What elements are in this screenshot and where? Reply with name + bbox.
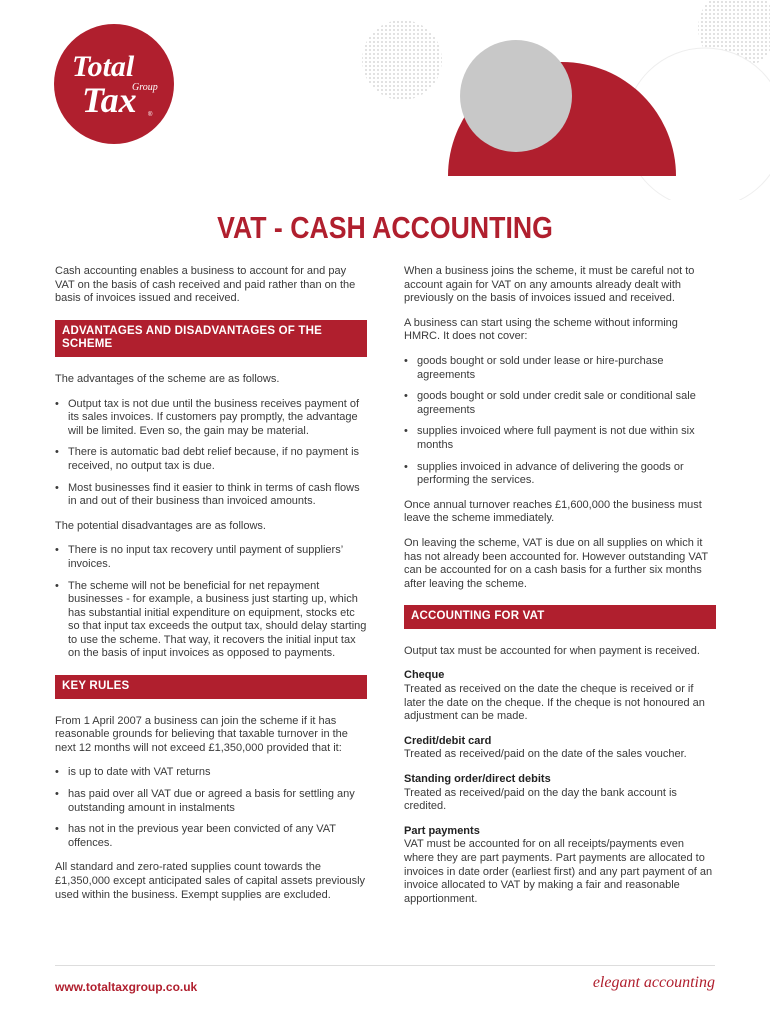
joining-paragraph: When a business joins the scheme, it must be careful not to account again for VAT on any amounts already dealt with previously on the basis of invoices issued and received. xyxy=(404,265,695,305)
list-item: • There is no input tax recovery until payment of suppliers’ invoices. xyxy=(55,544,367,571)
footer-divider xyxy=(55,965,715,966)
section-heading-accounting: ACCOUNTING FOR VAT xyxy=(404,605,716,629)
list-item: • The scheme will not be beneficial for net repayment businesses - for example, a business just starting up, which has substantial initial expenditure on equipment, stocks etc so that input tax exceeds the output tax, should delay starting to use the scheme. That way, it recovers the initial input tax on the basis of input invoices as opposed to payments. xyxy=(55,580,367,662)
logo-word-total: Total xyxy=(72,50,135,83)
card-heading: Credit/debit card xyxy=(404,734,492,747)
website-link[interactable]: www.totaltaxgroup.co.uk xyxy=(55,980,198,994)
list-item: • Most businesses find it easier to think in terms of cash flows in and out of their business than invoiced amounts. xyxy=(55,482,367,509)
intro-paragraph: Cash accounting enables a business to account for and pay VAT on the basis of cash received and paid rather than on the basis of invoices issued and received. xyxy=(55,265,356,305)
disadvantages-intro: The potential disadvantages are as follows. xyxy=(55,519,266,532)
left-column xyxy=(55,265,367,913)
list-item: • has paid over all VAT due or agreed a basis for settling any outstanding amount in instalments xyxy=(55,788,367,815)
tagline: elegant accounting xyxy=(592,974,715,991)
section-heading-key-rules: KEY RULES xyxy=(55,675,367,699)
rules-intro: From 1 April 2007 a business can join the scheme if it has reasonable grounds for believing that taxable turnover in the next 12 months will not exceed £1,350,000 provided that it: xyxy=(55,714,348,754)
section-heading-advantages: ADVANTAGES AND DISADVANTAGES OF THE SCHEME xyxy=(55,320,367,357)
leaving-paragraph: On leaving the scheme, VAT is due on all supplies on which it has not already been accounted for. However outstanding VAT can be accounted for on a cash basis for a further six months after leaving the scheme. xyxy=(404,536,708,590)
list-item: • Output tax is not due until the business receives payment of its sales invoices. If customers pay promptly, the advantage will be limited. Even so, the gain may be material. xyxy=(55,398,367,439)
card-text: Treated as received/paid on the date of the sales voucher. xyxy=(404,748,687,761)
list-item: • There is automatic bad debt relief because, if no payment is received, no output tax is due. xyxy=(55,446,367,473)
cheque-heading: Cheque xyxy=(404,669,445,682)
logo-word-group: Group xyxy=(132,82,158,93)
part-payments-text: VAT must be accounted for on all receipts/payments even where they are part payments. Part payments are allocated to invoices in date order (earliest first) and any part payment of an invoice allocated to VAT by making a fair and reasonable apportionment. xyxy=(404,838,713,905)
turnover-paragraph: Once annual turnover reaches £1,600,000 the business must leave the scheme immediately. xyxy=(404,498,702,525)
total-tax-logo xyxy=(54,24,174,144)
output-tax-paragraph: Output tax must be accounted for when payment is received. xyxy=(404,644,700,657)
right-column xyxy=(404,265,716,917)
list-item: • supplies invoiced in advance of delivering the goods or performing the services. xyxy=(404,461,716,488)
list-item: • goods bought or sold under credit sale or conditional sale agreements xyxy=(404,390,716,417)
list-item: • has not in the previous year been convicted of any VAT offences. xyxy=(55,823,367,850)
hmrc-paragraph: A business can start using the scheme without informing HMRC. It does not cover: xyxy=(404,316,678,343)
standing-order-heading: Standing order/direct debits xyxy=(404,773,551,786)
advantages-intro: The advantages of the scheme are as follows. xyxy=(55,372,280,385)
logo-registered-mark: ® xyxy=(148,112,153,118)
list-item: • is up to date with VAT returns xyxy=(55,766,367,780)
standing-order-text: Treated as received/paid on the day the bank account is credited. xyxy=(404,786,677,813)
logo-word-tax: Tax xyxy=(82,80,137,120)
rules-list xyxy=(55,766,367,850)
disadvantages-list xyxy=(55,544,367,661)
list-item: • goods bought or sold under lease or hire-purchase agreements xyxy=(404,355,716,382)
not-covered-list xyxy=(404,355,716,488)
advantages-list xyxy=(55,398,367,509)
page-title: VAT - CASH ACCOUNTING xyxy=(217,210,553,245)
rules-outro: All standard and zero-rated supplies count towards the £1,350,000 except anticipated sales of capital assets previously used within the business. Exempt supplies are excluded. xyxy=(55,861,366,901)
part-payments-heading: Part payments xyxy=(404,824,480,837)
cheque-text: Treated as received on the date the cheque is received or if later the date on the cheque. If the cheque is not honoured an adjustment can be made. xyxy=(404,683,705,723)
list-item: • supplies invoiced where full payment is not due within six months xyxy=(404,425,716,452)
